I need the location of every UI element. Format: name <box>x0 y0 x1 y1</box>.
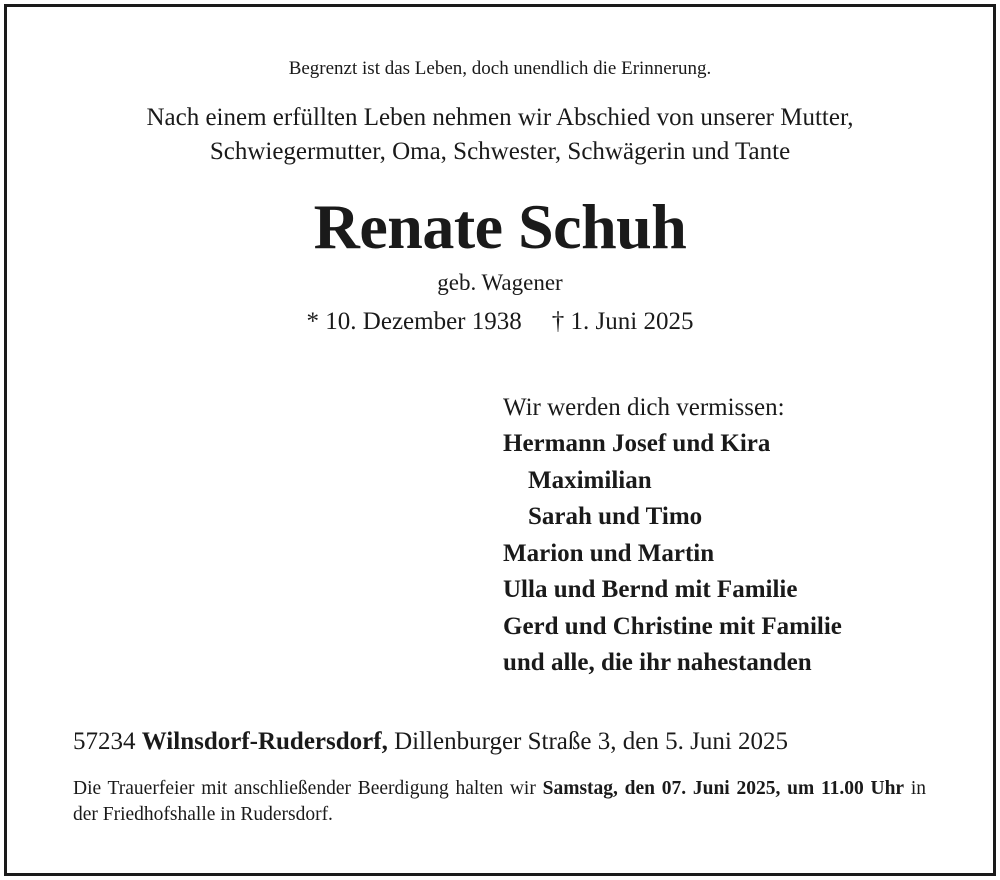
birth-name: geb. Wagener <box>437 270 563 295</box>
birth-date: * 10. Dezember 1938 <box>306 308 522 335</box>
intro-line-2: Schwiegermutter, Oma, Schwester, Schwägerin und Tante <box>209 138 791 165</box>
address-postcode: 57234 <box>73 728 136 755</box>
mourner-name: Ulla und Bernd mit Familie <box>503 576 798 603</box>
mourner-name: und alle, die ihr nahestanden <box>503 649 812 676</box>
mourner-name: Sarah und Timo <box>528 503 703 530</box>
address-line <box>73 728 788 756</box>
mourner-name: Gerd und Christine mit Familie <box>503 612 842 640</box>
deceased-name: Renate Schuh <box>313 191 687 262</box>
funeral-date: Samstag, den 07. Juni 2025, <box>542 778 781 799</box>
intro-line-1: Nach einem erfüllten Leben nehmen wir Abschied von unserer Mutter, <box>146 104 854 131</box>
mourner-name: Maximilian <box>528 466 652 494</box>
funeral-text-after: in der Friedhofshalle in Rudersdorf. <box>73 778 926 825</box>
life-dates <box>0 308 1000 336</box>
motto: Begrenzt ist das Leben, doch unendlich die Erinnerung. <box>288 58 712 79</box>
intro-text <box>0 101 1000 169</box>
funeral-info <box>73 776 926 828</box>
address-town: Wilnsdorf-Rudersdorf, <box>141 728 388 755</box>
funeral-time: um 11.00 Uhr <box>787 778 905 799</box>
funeral-text-before: Die Trauerfeier mit anschließender Beerdigung halten wir <box>73 778 536 799</box>
mourners-list <box>503 390 842 682</box>
death-date: † 1. Juni 2025 <box>551 308 694 335</box>
mourner-name: Hermann Josef und Kira <box>503 430 771 457</box>
mourners-heading: Wir werden dich vermissen: <box>503 394 785 421</box>
address-rest: Dillenburger Straße 3, den 5. Juni 2025 <box>394 728 789 755</box>
mourner-name: Marion und Martin <box>503 539 715 567</box>
